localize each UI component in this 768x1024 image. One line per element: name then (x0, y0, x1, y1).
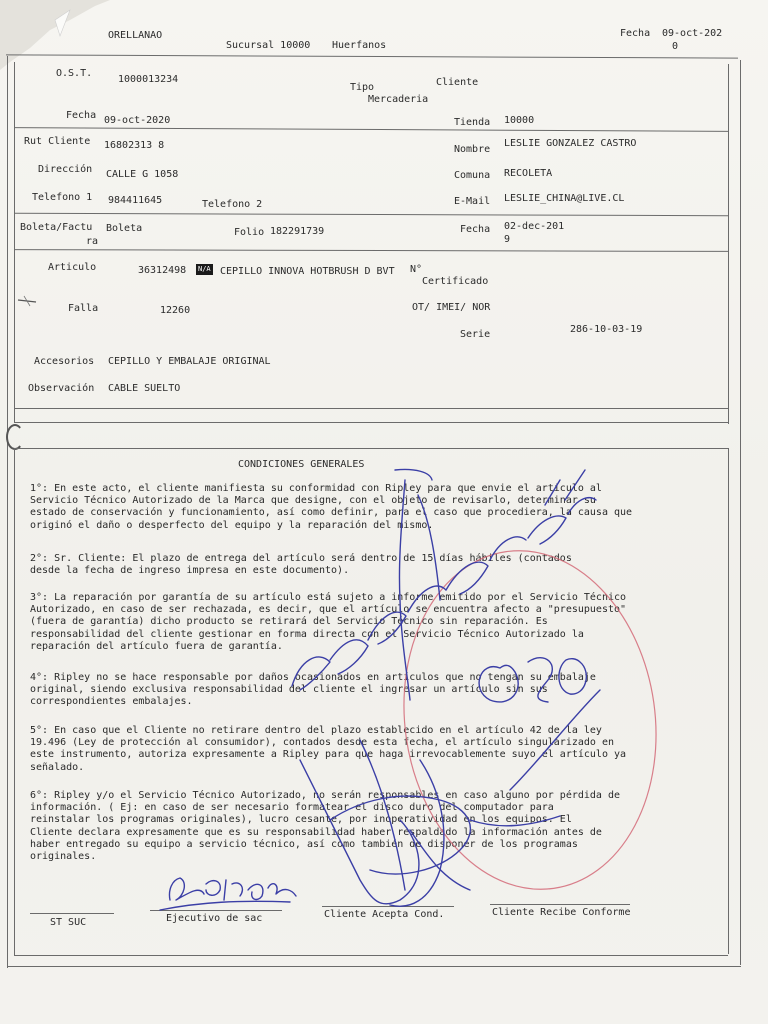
accesorios-label: Accesorios (34, 356, 95, 367)
boleta-fecha-value: 02-dec-201 (504, 221, 565, 232)
condition-1: 1°: En este acto, el cliente manifiesta su conformidad con Ripley para que envie el articulo al Servicio Técnico Autorizado de la Marca que designe, con el objeto de revisarlo, determinar su estado de conservación y funcionamiento, así como definir, para el caso que procediera, la causa que originó el daño o desperfecto del equipo y la reparación del mismo. (30, 483, 633, 531)
telefono1-label: Telefono 1 (32, 192, 93, 203)
ot-imei-label: OT/ IMEI/ NOR (412, 302, 491, 313)
ost-value: 1000013234 (118, 74, 179, 85)
rut-value: 16802313 8 (104, 140, 165, 151)
ejecutivo-label: Ejecutivo de sac (166, 913, 263, 924)
cliente-acepta-label: Cliente Acepta Cond. (324, 909, 445, 920)
header-sucursal: Sucursal 10000 (226, 40, 311, 51)
condition-2: 2°: Sr. Cliente: El plazo de entrega del artículo será dentro de 15 días hábiles (contados desde la fecha de ingreso impresa en este documento). (30, 553, 572, 577)
certificado-label-n: N° (410, 264, 423, 275)
tipo-label: Tipo (350, 82, 375, 93)
header-fecha-value-2: 0 (672, 41, 679, 52)
comuna-value: RECOLETA (504, 168, 553, 179)
boleta-label: Boleta/Factu (20, 222, 93, 233)
conditions-title: CONDICIONES GENERALES (238, 459, 365, 470)
observacion-value: CABLE SUELTO (108, 383, 181, 394)
email-value: LESLIE_CHINA@LIVE.CL (504, 193, 625, 204)
direccion-value: CALLE G 1058 (106, 169, 179, 180)
email-label: E-Mail (454, 196, 491, 207)
articulo-label: Articulo (48, 262, 97, 273)
telefono1-value: 984411645 (108, 195, 163, 206)
falla-value: 12260 (160, 305, 191, 316)
accesorios-value: CEPILLO Y EMBALAJE ORIGINAL (108, 356, 271, 367)
header-name: ORELLANAO (108, 30, 163, 41)
condition-5: 5°: En caso que el Cliente no retirare dentro del plazo establecido en el artículo 42 de la ley 19.496 (Ley de protección al consumidor), contados desde esta fecha, el artículo singularizado en este instrumento, autoriza expresamente a Ripley para que haga irrevocablemente suyo el artículo ya señalado. (30, 725, 627, 773)
comuna-label: Comuna (454, 170, 491, 181)
tipo-label-2: Mercaderia (368, 94, 429, 105)
cliente-recibe-label: Cliente Recibe Conforme (492, 907, 631, 918)
folio-label: Folio (234, 227, 265, 238)
tienda-value: 10000 (504, 115, 535, 126)
cliente-label: Cliente (436, 77, 479, 88)
condition-3: 3°: La reparación por garantía de su artículo está sujeto a informe emitido por el Servicio Técnico Autorizado, en caso de ser rechazada, es decir, que el artículo se encuentra afecto a "presupuesto" (fuera de garantía) dicho producto se retirará del Servicio Técnico sin reparación. Es responsabilidad del cliente gestionar en forma directa con el Servicio Técnico Autorizado la reparación del artículo fuera de garantía. (30, 592, 627, 652)
condition-4: 4°: Ripley no se hace responsable por daños ocasionados en artículos que no tengan su embalaje original, siendo exclusiva responsabilidad del cliente el ingresar un artículo sin sus correspondientes embalajes. (30, 672, 596, 708)
serie-label: Serie (460, 329, 491, 340)
ost-fecha-value: 09-oct-2020 (104, 115, 171, 126)
observacion-label: Observación (28, 383, 95, 394)
serie-value: 286-10-03-19 (570, 324, 643, 335)
boleta-fecha-value-2: 9 (504, 234, 511, 245)
ost-fecha-label: Fecha (66, 110, 97, 121)
articulo-chip: N/A (198, 265, 211, 273)
articulo-description: CEPILLO INNOVA HOTBRUSH D BVT (220, 266, 395, 277)
nombre-value: LESLIE GONZALEZ CASTRO (504, 138, 637, 149)
tienda-label: Tienda (454, 117, 491, 128)
st-suc-label: ST SUC (50, 917, 87, 928)
boleta-value: Boleta (106, 223, 143, 234)
condition-6: 6°: Ripley y/o el Servicio Técnico Autorizado, no serán responsables en caso alguno por pérdida de información. ( Ej: en caso de ser necesario formatear el disco duro del computador para reinstalar los programas originales), lucro cesante, por inoperatividad en los equipos. El Cliente declara expresamente que es su responsabilidad haber respaldado la información antes de haber entregado su equipo a servicio técnico, así como también de disponer de los programas originales. (30, 790, 621, 863)
boleta-fecha-label: Fecha (460, 224, 491, 235)
header-fecha-label: Fecha (620, 28, 651, 39)
rut-label: Rut Cliente (24, 136, 91, 147)
header-sucursal-name: Huerfanos (332, 40, 387, 51)
ost-label: O.S.T. (56, 68, 93, 79)
nombre-label: Nombre (454, 144, 491, 155)
falla-label: Falla (68, 303, 99, 314)
boleta-label-2: ra (86, 236, 99, 247)
direccion-label: Dirección (38, 164, 93, 175)
header-fecha-value: 09-oct-202 (662, 28, 723, 39)
articulo-code: 36312498 (138, 265, 187, 276)
telefono2-label: Telefono 2 (202, 199, 263, 210)
certificado-label: Certificado (422, 276, 489, 287)
folio-value: 182291739 (270, 226, 325, 237)
